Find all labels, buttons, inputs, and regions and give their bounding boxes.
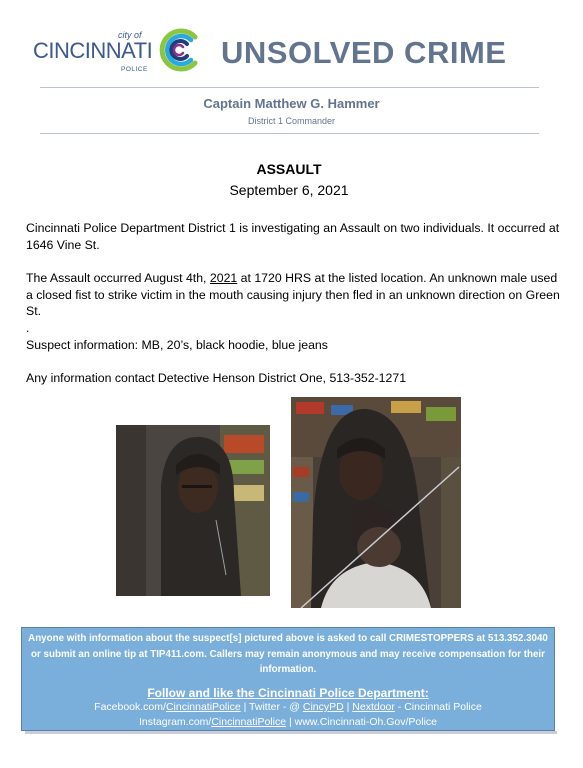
- nextdoor-link[interactable]: Nextdoor: [352, 701, 395, 713]
- crime-type-heading: ASSAULT: [256, 161, 322, 177]
- suspect-information: Suspect information: MB, 20’s, black hoodie, blue jeans: [26, 338, 328, 352]
- social-links-line-2: [28, 716, 548, 728]
- suspect-photo-right: [291, 397, 461, 608]
- footer-shadow: [25, 731, 557, 734]
- cincinnati-c-logo-icon: [155, 25, 205, 75]
- twitter-separator: | Twitter - @: [240, 701, 303, 713]
- nextdoor-suffix: - Cincinnati Police: [394, 701, 482, 713]
- incident-details-start: The Assault occurred August 4th,: [26, 271, 210, 285]
- contact-information: Any information contact Detective Henson District One, 513-352-1271: [26, 371, 407, 385]
- page-title: UNSOLVED CRIME: [221, 35, 507, 70]
- instagram-prefix: Instagram.com/: [138, 716, 212, 728]
- facebook-link[interactable]: CincinnatiPolice: [165, 701, 241, 713]
- incident-details-rest: at 1720 HRS at the listed location. An unknown male used a closed fist to strike victim in the mouth causing injury then fled in an unknown direction on Green St.: [26, 271, 560, 318]
- follow-heading: Follow and like the Cincinnati Police Department:: [147, 686, 429, 700]
- twitter-link[interactable]: CincyPD: [302, 701, 344, 713]
- instagram-link[interactable]: CincinnatiPolice: [211, 716, 287, 728]
- commander-name: Captain Matthew G. Hammer: [203, 96, 380, 111]
- incident-year: 2021: [209, 271, 238, 285]
- header-divider-bottom: [40, 133, 539, 134]
- commander-title: District 1 Commander: [247, 116, 336, 126]
- website-link[interactable]: | www.Cincinnati-Oh.Gov/Police: [286, 716, 438, 728]
- nextdoor-separator: |: [343, 701, 353, 713]
- suspect-photo-left: [116, 425, 270, 596]
- crimestoppers-notice: Anyone with information about the suspect[s] pictured above is asked to call CRIMESTOPPERS at 513.352.3040 or submit an online tip at TIP411.com. Callers may remain anonymous and may receive compensation for their information.: [28, 633, 548, 675]
- incident-summary: Cincinnati Police Department District 1 is investigating an Assault on two individuals. It occurred at 1646 Vine St.: [26, 221, 560, 252]
- logo-city-name: CINCINNATI: [33, 38, 153, 63]
- logo-police-text: POLICE: [121, 66, 148, 73]
- incident-details: [26, 270, 566, 320]
- facebook-prefix: Facebook.com/: [94, 701, 166, 713]
- social-links-line-1: [28, 701, 548, 713]
- separator-dot: .: [26, 321, 30, 335]
- logo-city-prefix: city of: [118, 30, 142, 40]
- bulletin-date: September 6, 2021: [229, 182, 349, 198]
- header-divider-top: [40, 87, 539, 88]
